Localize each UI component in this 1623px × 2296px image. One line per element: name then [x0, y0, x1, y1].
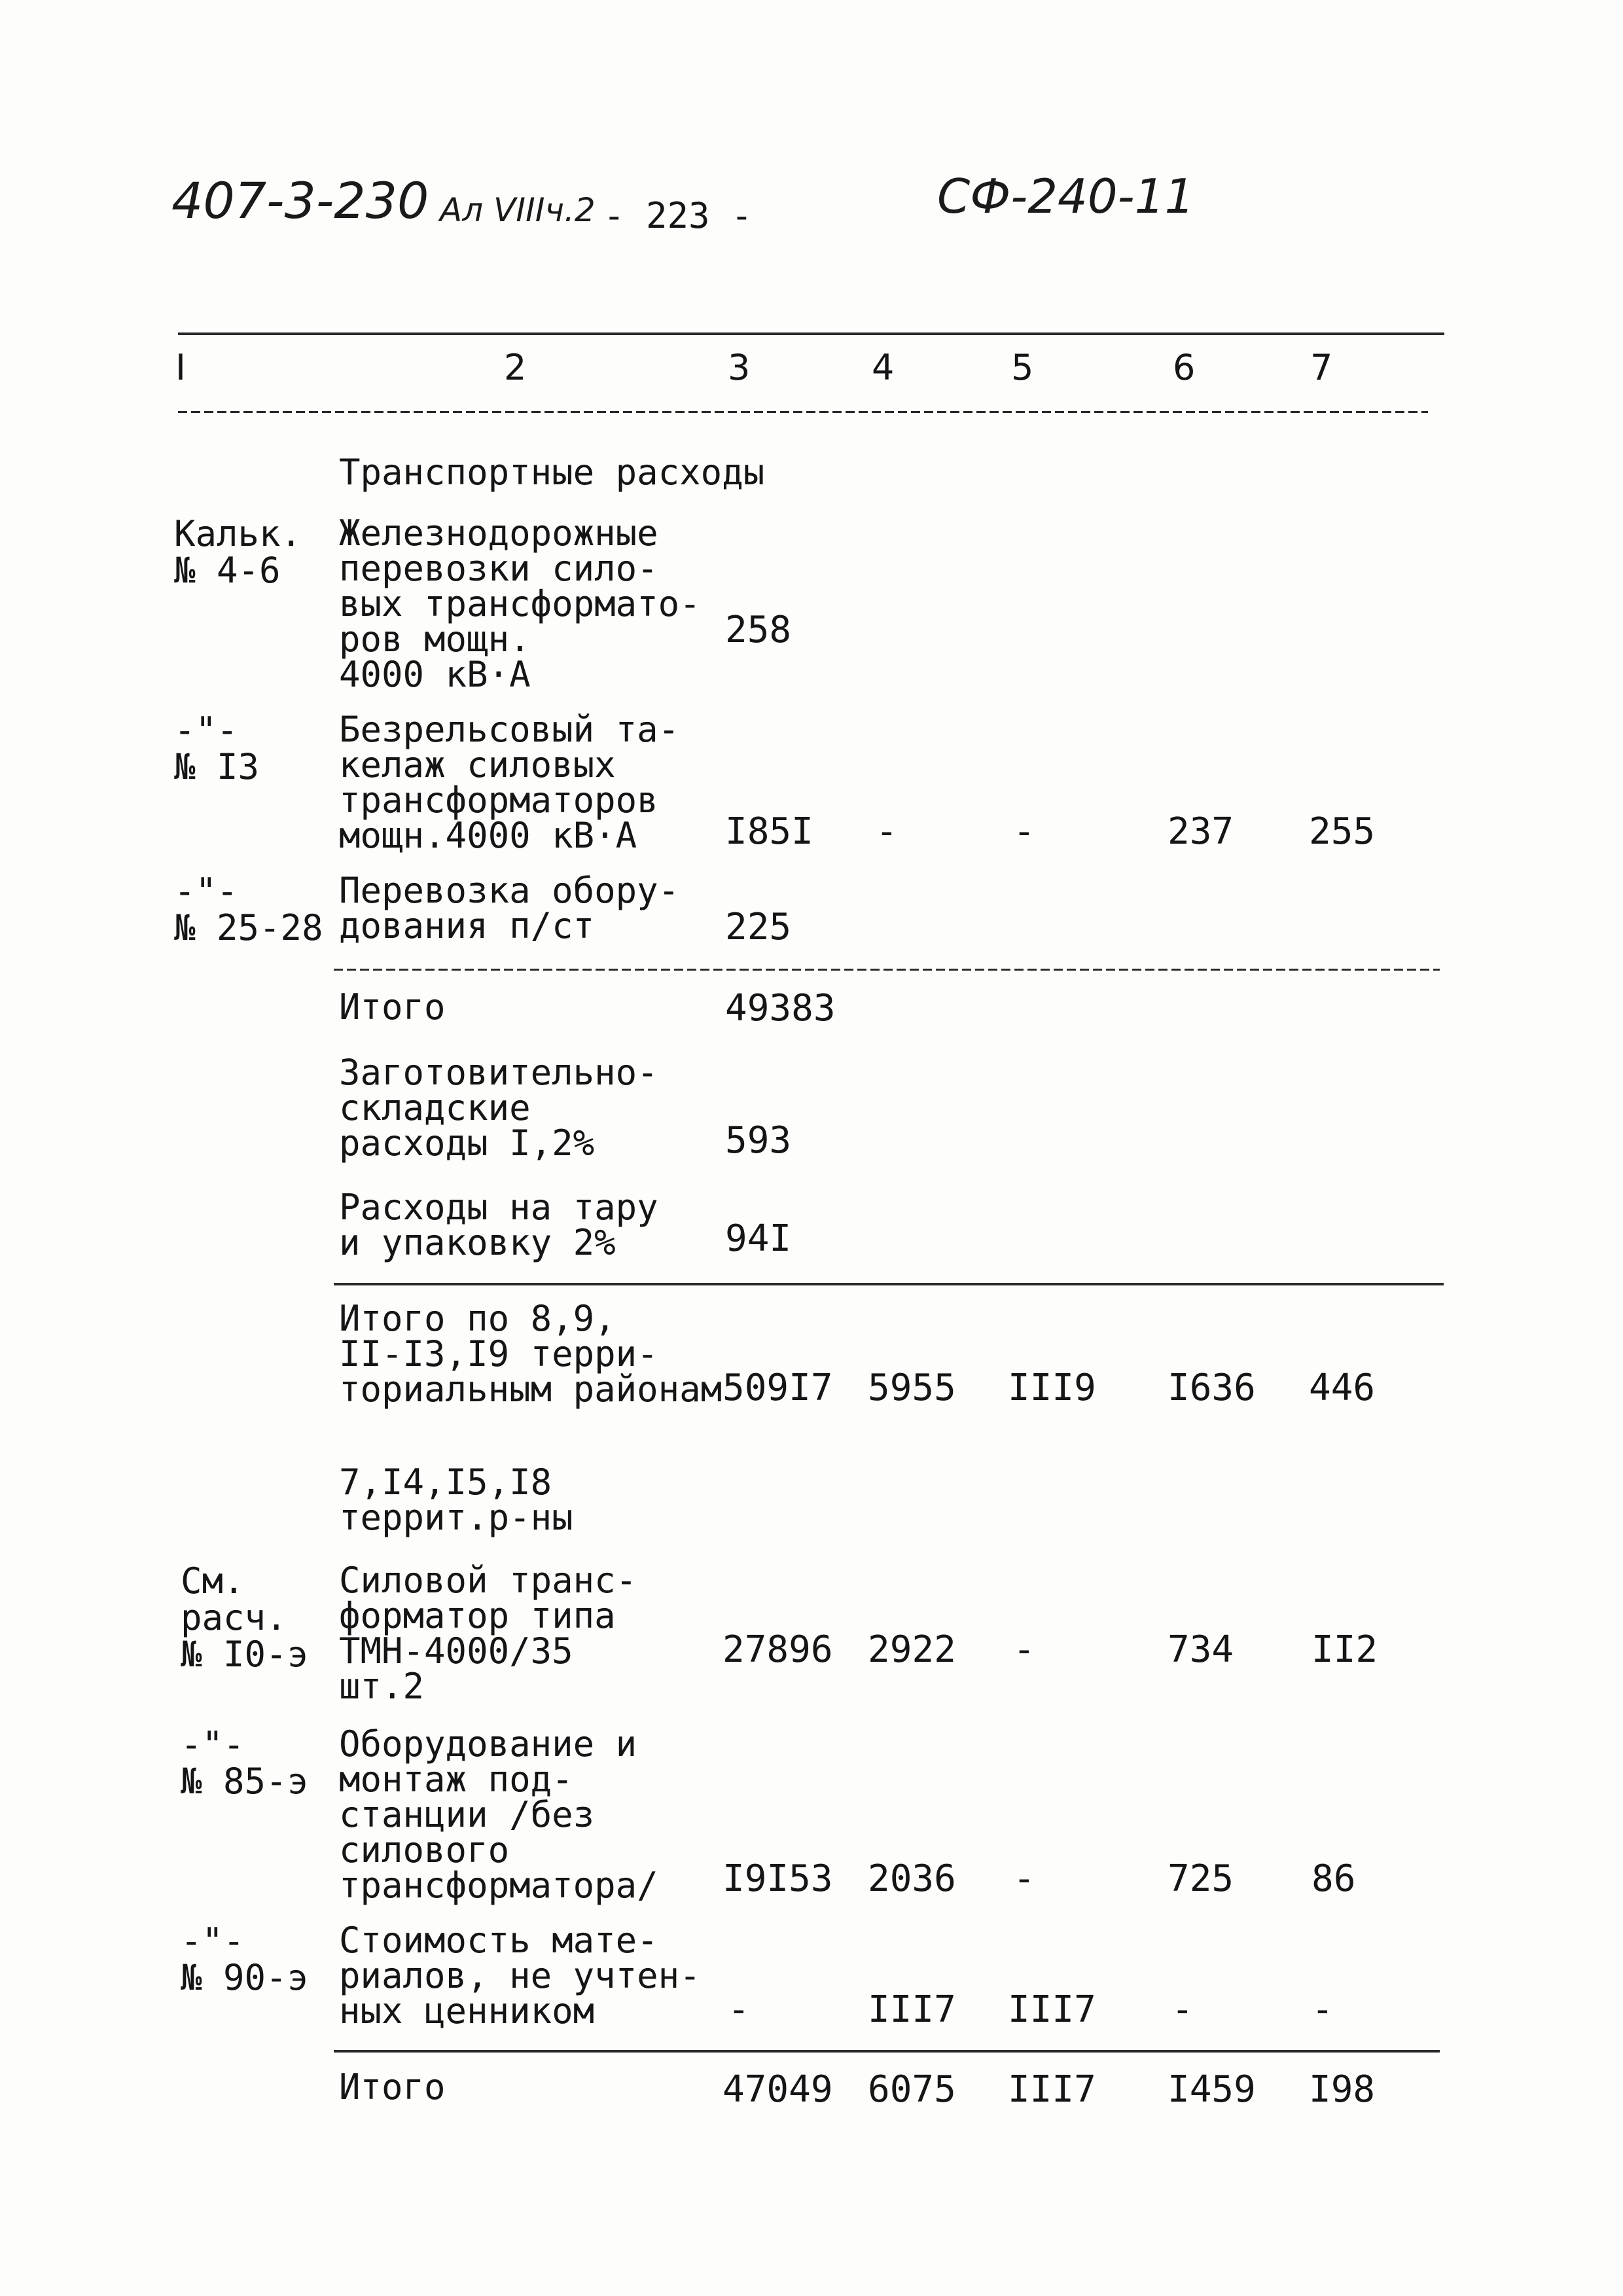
- total-col5: III7: [1008, 2068, 1096, 2111]
- total-label: Итого: [339, 2066, 446, 2108]
- territory-heading: 7,I4,I5,I8 террит.р-ны: [339, 1462, 573, 1538]
- row-col4: 2922: [868, 1628, 956, 1671]
- row-description: Расходы на тару и упаковку 2%: [339, 1187, 658, 1263]
- row-col5: -: [1013, 1857, 1035, 1900]
- section-title: Транспортные расходы: [339, 452, 765, 493]
- row-ref: -"- № 25-28: [174, 870, 323, 948]
- row-col7: 86: [1311, 1857, 1356, 1900]
- album-ref: Ал VIIIч.2: [440, 191, 596, 229]
- total-col7: I98: [1309, 2068, 1376, 2111]
- row-col5: -: [1013, 810, 1035, 853]
- total-rule: [334, 2050, 1440, 2053]
- col-head-1: I: [175, 347, 186, 388]
- row-col5: -: [1013, 1628, 1035, 1671]
- row-col3: 225: [725, 906, 792, 948]
- sheet-code: СФ-240-11: [937, 169, 1195, 224]
- row-col6: -: [1171, 1988, 1194, 2031]
- row-col3: 258: [725, 609, 792, 651]
- row-description: Перевозка обору- дования п/ст: [339, 870, 680, 946]
- row-col4: 5955: [868, 1367, 956, 1409]
- row-description: Стоимость мате- риалов, не учтен- ных ценником: [339, 1920, 701, 2032]
- row-description: Безрельсовый та- келаж силовых трансформаторов мощн.4000 кВ·А: [339, 709, 680, 856]
- row-col3: 94I: [725, 1217, 792, 1260]
- row-ref: -"- № I3: [174, 709, 260, 787]
- total-col4: 6075: [868, 2068, 956, 2111]
- row-col3: -: [728, 1988, 750, 2031]
- row-col7: 446: [1309, 1367, 1376, 1409]
- row-col4: III7: [868, 1988, 956, 2031]
- row-ref: -"- № 85-э: [181, 1724, 309, 1802]
- row-description: Железнодорожные перевозки сило- вых трансформато- ров мощн. 4000 кВ·А: [339, 512, 701, 695]
- row-col5: III7: [1008, 1988, 1096, 2031]
- row-col3: I9I53: [722, 1857, 833, 1900]
- row-col3: 509I7: [722, 1367, 833, 1409]
- table-top-rule: [178, 332, 1444, 335]
- row-ref: См. расч. № I0-э: [181, 1560, 309, 1675]
- table-header-rule: [178, 411, 1428, 413]
- col-head-6: 6: [1173, 347, 1196, 388]
- total-col3: 47049: [722, 2068, 833, 2111]
- row-col7: -: [1311, 1988, 1334, 2031]
- col-head-2: 2: [504, 347, 527, 388]
- doc-code: 407-3-230: [171, 171, 429, 230]
- row-description: Силовой транс- форматор типа ТМН-4000/35 шт.2: [339, 1560, 637, 1707]
- row-description: Оборудование и монтаж под- станции /без силового трансформатора/: [339, 1723, 658, 1906]
- row-col3: 27896: [722, 1628, 833, 1671]
- row-ref: -"- № 90-э: [181, 1920, 309, 1998]
- row-col3: 593: [725, 1119, 792, 1162]
- row-description: Итого по 8,9, II-I3,I9 терри- ториальным районам: [339, 1298, 722, 1410]
- row-col4: -: [876, 810, 898, 853]
- row-col7: II2: [1311, 1628, 1378, 1671]
- subtotal-rule: [334, 969, 1440, 971]
- row-col6: 734: [1168, 1628, 1234, 1671]
- subtotal-label: Итого: [339, 986, 446, 1028]
- row-col6: 725: [1168, 1857, 1234, 1900]
- subtotal-col3: 49383: [725, 987, 836, 1030]
- col-head-5: 5: [1011, 347, 1034, 388]
- row-col6: 237: [1168, 810, 1234, 853]
- row-ref: Кальк. № 4-6: [174, 513, 302, 591]
- col-head-7: 7: [1310, 347, 1333, 388]
- row-col7: 255: [1309, 810, 1376, 853]
- col-head-4: 4: [872, 347, 895, 388]
- row-col6: I636: [1168, 1367, 1256, 1409]
- row-col4: 2036: [868, 1857, 956, 1900]
- col-head-3: 3: [728, 347, 751, 388]
- row-col5: III9: [1008, 1367, 1096, 1409]
- row-col3: I85I: [725, 810, 813, 853]
- section-rule: [334, 1283, 1444, 1285]
- row-description: Заготовительно- складские расходы I,2%: [339, 1052, 658, 1164]
- page-number: - 223 -: [603, 195, 753, 236]
- total-col6: I459: [1168, 2068, 1256, 2111]
